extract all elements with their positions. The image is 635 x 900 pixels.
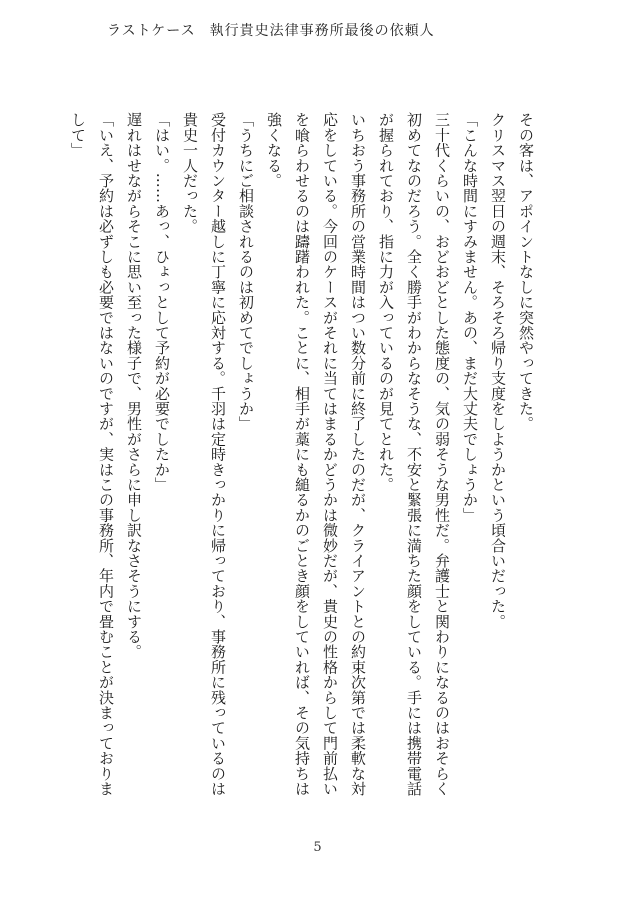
paragraph: いちおう事務所の営業時間はつい数分前に終了したのだが、クライアントとの約束次第では柔軟な対応をしている。今回のケースがそれに当てはまるかどうかは微妙だが、貴史の性格からして門前払いを喰らわせるのは躊躇われた。ことに、相手が藁にも縋るかのごとき顔をしていれば、その気持ちは強くなる。 [265, 112, 367, 796]
book-title: 執行貴史法律事務所最後の依頼人 [209, 23, 435, 39]
paragraph: 三十代くらいの、おどおどとした態度の、気の弱そうな男性だ。弁護士と関わりになるのはおそらく初めてなのだろう。全く勝手がわからなそうな、不安と緊張に満ちた顔をしている。手には携帯電話が握られており、指に力が入っているのが見てとれた。 [377, 112, 451, 796]
body-text [69, 112, 540, 802]
paragraph: 遅れはせながらそこに思い至った様子で、男性がさらに申し訳なさそうにする。 [125, 112, 143, 660]
series-title: ラストケース [107, 23, 196, 39]
running-header [107, 20, 435, 40]
paragraph: 「うちにご相談されるのは初めてでしょうか」 [237, 112, 255, 432]
paragraph: 「こんな時間にすみません。あの、まだ大丈夫でしょうか」 [461, 112, 479, 523]
paragraph: 「はい。……あっ、ひょっとして予約が必要でしたか」 [153, 112, 171, 492]
paragraph: その客は、アポイントなしに突然やってきた。 [517, 112, 535, 432]
page-number: 5 [313, 840, 322, 855]
paragraph: クリスマス翌日の週末、そろそろ帰り支度をしようかという頃合いだった。 [489, 112, 507, 629]
paragraph: 受付カウンター越しに丁寧に応対する。千羽は定時きっかりに帰っており、事務所に残っているのは貴史一人だった。 [181, 112, 227, 796]
paragraph: 「いえ、予約は必ずしも必要ではないのですが、実はこの事務所、年内で畳むことが決まっておりまして」 [69, 112, 115, 796]
